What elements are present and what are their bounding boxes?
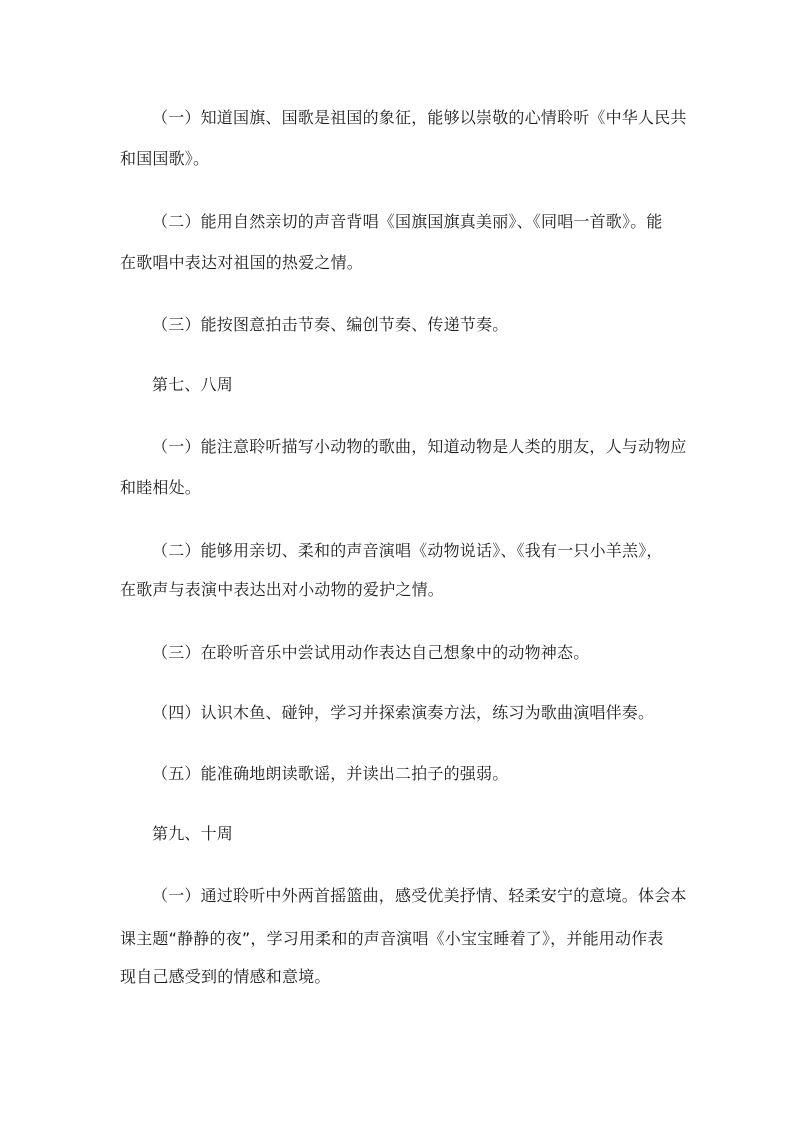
paragraph-9-line-3: 现自己感受到的情感和意境。 [120, 967, 331, 986]
paragraph-7-line-1: （四）认识木鱼、碰钟，学习并探索演奏方法，练习为歌曲演唱伴奏。 [152, 703, 655, 722]
paragraph-6-line-1: （三）在聆听音乐中尝试用动作表达自己想象中的动物神态。 [152, 643, 590, 662]
paragraph-9-line-2: 课主题“静静的夜”，学习用柔和的声音演唱《小宝宝睡着了》，并能用动作表 [120, 929, 664, 948]
section-heading-weeks-7-8: 第七、八周 [152, 375, 234, 394]
paragraph-1-line-2: 和国国歌》。 [120, 149, 210, 168]
paragraph-5-line-2: 在歌声与表演中表达出对小动物的爱护之情。 [120, 580, 445, 599]
paragraph-4-line-2: 和睦相处。 [120, 478, 202, 497]
paragraph-2-line-2: 在歌唱中表达对祖国的热爱之情。 [120, 253, 364, 272]
paragraph-8-line-1: （五）能准确地朗读歌谣，并读出二拍子的强弱。 [152, 764, 509, 783]
section-heading-weeks-9-10: 第九、十周 [152, 824, 234, 843]
paragraph-3-line-1: （三）能按图意拍击节奏、编创节奏、传递节奏。 [152, 315, 509, 334]
paragraph-9-line-1: （一）通过聆听中外两首摇篮曲，感受优美抒情、轻柔安宁的意境。体会本 [152, 886, 687, 905]
paragraph-5-line-1: （二）能够用亲切、柔和的声音演唱《动物说话》、《我有一只小羊羔》， [152, 541, 663, 560]
paragraph-1-line-1: （一）知道国旗、国歌是祖国的象征，能够以崇敬的心情聆听《中华人民共 [152, 108, 687, 127]
paragraph-4-line-1: （一）能注意聆听描写小动物的歌曲，知道动物是人类的朋友，人与动物应 [152, 437, 687, 456]
paragraph-2-line-1: （二）能用自然亲切的声音背唱《国旗国旗真美丽》、《同唱一首歌》。能 [152, 212, 663, 231]
